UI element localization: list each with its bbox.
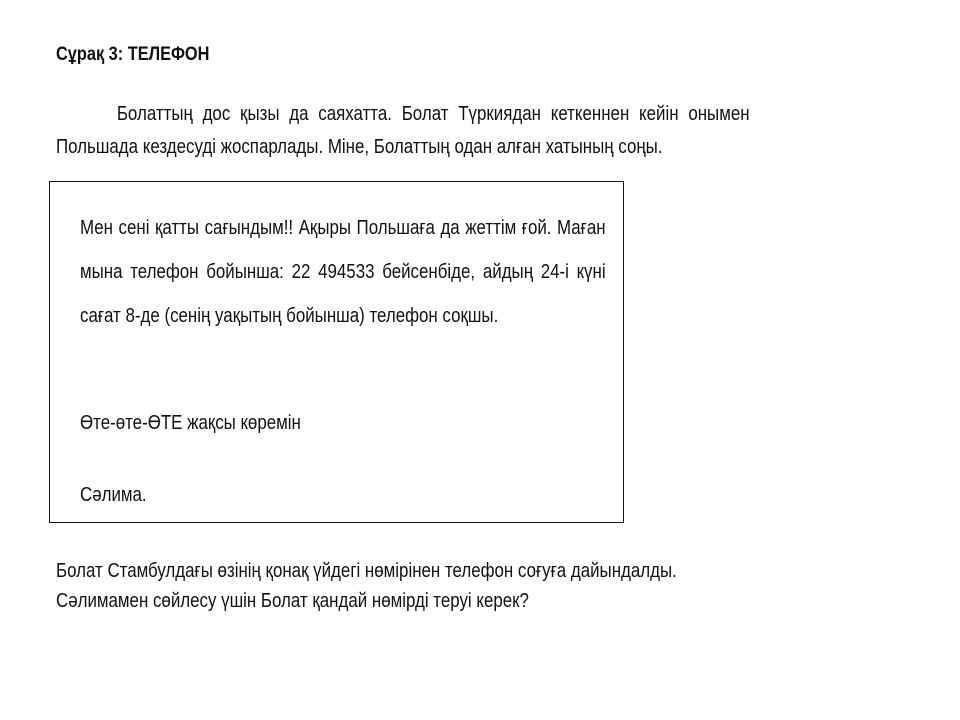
- letter-body: Мен сені қатты сағындым!! Ақыры Польшаға да жеттім ғой. Маған мына телефон бойынша: 22 494533 бейсенбіде, айдың 24-і күні сағат 8-де (сенің уақытың бойынша) телефон соқшы.: [80, 217, 606, 327]
- letter-closing: Өте-өте-ӨТЕ жақсы көремін: [80, 412, 301, 434]
- intro-paragraph: [56, 98, 901, 164]
- question-line-2: Сәлимамен сөйлесу үшін Болат қандай нөмірді теруі керек?: [56, 590, 529, 612]
- question-title: Сұрақ 3: ТЕЛЕФОН: [56, 44, 210, 65]
- intro-line-2: Польшада кездесуді жоспарлады. Міне, Болаттың одан алған хатының соңы.: [56, 136, 663, 158]
- question-text: [56, 556, 677, 616]
- letter-signature: Сәлима.: [80, 484, 147, 506]
- question-line-1: Болат Стамбулдағы өзінің қонақ үйдегі нөмірінен телефон соғуға дайындалды.: [56, 560, 677, 582]
- intro-line-1: Болаттың дос қызы да саяхатта. Болат Түркиядан кеткеннен кейін онымен: [116, 103, 750, 125]
- letter-box: [49, 181, 624, 523]
